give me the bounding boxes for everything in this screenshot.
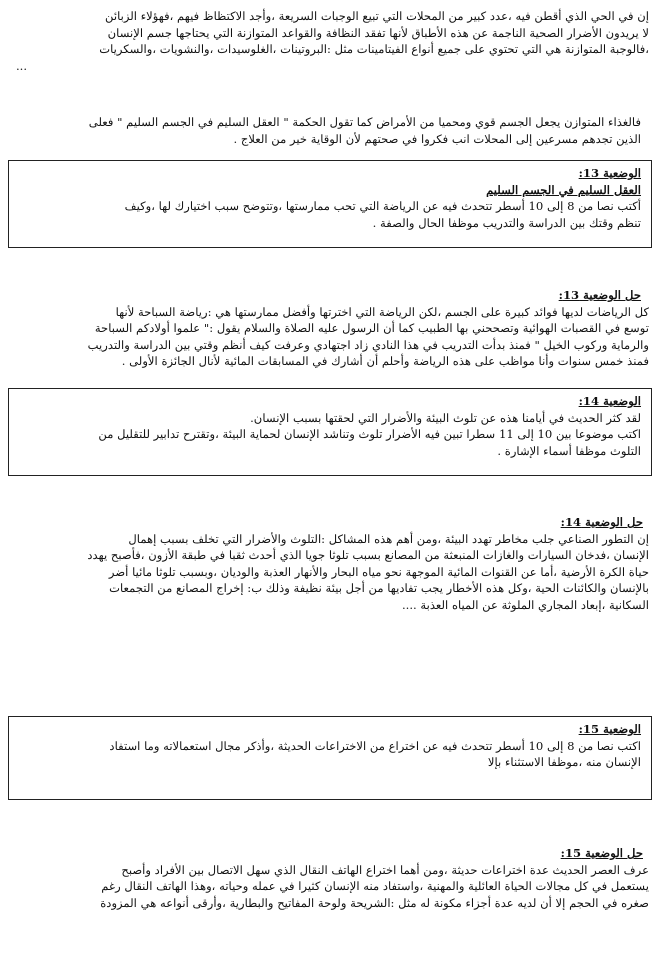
task-13-subtitle: العقل السليم في الجسم السليم xyxy=(486,182,641,197)
text-line: ،فالوجبة المتوازنة هي التي تحتوي على جميع أنواع الفيتامينات مثل :البروتينات ،الغلوسيدات ،والنشويات ،والسكريات xyxy=(99,42,649,56)
text-line: لا يريدون الأضرار الصحية الناجمة عن هذه الأطباق لأنها تفقد النظافة والقواعد المتوازنة التي يحتاجها جسم الإنسان xyxy=(107,25,649,40)
solution-15 xyxy=(14,845,649,911)
task-13-title: الوضعية 13: xyxy=(578,166,641,180)
text-line: لقد كثر الحديث في أيامنا هذه عن تلوث البيئة والأضرار التي لحقتها بسبب الإنسان. xyxy=(250,410,641,425)
intro-paragraph-2 xyxy=(16,114,641,147)
solution-14-title: حل الوضعية 14: xyxy=(560,515,643,529)
text-line: الذين تجدهم مسرعين إلى المحلات انب فكروا في صحتهم لأن الوقاية خير من العلاج . xyxy=(233,131,641,146)
text-line: عرف العصر الحديث عدة اختراعات حديثة ،ومن أهما اختراع الهاتف النقال الذي سهل الاتصال بين الأفراد وأصبح xyxy=(121,862,649,877)
text-line: حياة الكرة الأرضية ،أما عن القنوات المائية الموجهة نحو مياه البحار والأنهار العذبة والوديان ،وبسبب تلوثا مائيا أضر xyxy=(108,564,649,579)
text-line: تنظم وقتك بين الدراسة والتدريب موظفا الحال والصفة . xyxy=(372,215,641,230)
text-line: إن في الحي الذي أقطن فيه ،عدد كبير من المحلات التي تبيع الوجبات السريعة ،وأجد الاكتظاظ فيهم ،فهؤلاء الزبائن xyxy=(105,9,649,23)
task-14-title: الوضعية 14: xyxy=(578,394,641,408)
text-line: والرماية وركوب الخيل " فمنذ بدأت التدريب في هذا النادي زاد اجتهادي وعرفت كيف أنظم وقتي بين الدراسة والتدريب xyxy=(87,337,649,352)
text-line: الإنسان منه ،موظفا الاستثناء بإلا xyxy=(487,755,641,769)
solution-15-title: حل الوضعية 15: xyxy=(560,846,643,860)
text-line: توسع في القصبات الهوائية وتصححني بها الطبيب كما أن الرسول عليه الصلاة والسلام يقول :" علموا أولادكم السباحة xyxy=(94,321,649,335)
task-14-box xyxy=(8,388,652,476)
text-line: إن التطور الصناعي جلب مخاطر تهدد البيئة ،ومن أهم هذه المشاكل :التلوث والأضرار التي تخلف بسبب إهمال xyxy=(128,531,649,546)
text-line: فالغذاء المتوازن يجعل الجسم قوي ومحميا من الأمراض كما تقول الحكمة " العقل السليم في الجسم السليم " فعلى xyxy=(88,115,641,129)
task-15-title: الوضعية 15: xyxy=(578,722,641,736)
task-15-box xyxy=(8,716,652,800)
text-line: بالإنسان والكائنات الحية ،وكل هذه الأخطار يجب تفاديها من أجل بيئة نظيفة وذلك ب: إخراج المصانع من التجمعات xyxy=(109,581,649,595)
intro-paragraph xyxy=(16,8,649,74)
text-line: التلوث موظفا أسماء الإشارة . xyxy=(497,443,641,458)
text-line: فمنذ خمس سنوات وأنا مواظب على هذه الرياضة وأحلم أن أشارك في المسابقات المائية لأنال الجائزة الأولى . xyxy=(121,354,649,368)
text-line: اكتب موضوعا بين 10 إلى 11 سطرا تبين فيه الأضرار تلوث وتناشد الإنسان لحماية البيئة ،وتقترح تدابير للتقليل من xyxy=(98,427,641,441)
text-line: كل الرياضات لديها فوائد كبيرة على الجسم ،لكن الرياضة التي اخترتها وأفضل ممارستها هي :رياضة السباحة لأنها xyxy=(115,304,649,319)
text-line: أكتب نصا من 8 إلى 10 أسطر تتحدث فيه عن الرياضة التي تحب ممارستها ،وتتوضح سبب اختيارك لها ،وكيف xyxy=(124,199,641,213)
text-line: صغره في الحجم إلا أن لديه عدة أجزاء مكونة له مثل :الشريحة ولوحة المفاتيح والبطارية ،وأرقى أنواعه هي المزودة xyxy=(100,895,649,910)
task-13-box xyxy=(8,160,652,248)
solution-13 xyxy=(14,287,649,370)
text-line: ... xyxy=(16,58,28,73)
text-line: يستعمل في كل مجالات الحياة العائلية والمهنية ،واستفاد منه الإنسان كثيرا في عمله وحياته ،وهذا الهاتف النقال رغم xyxy=(101,879,649,893)
text-line: اكتب نصا من 8 إلى 10 أسطر تتحدث فيه عن اختراع من الاختراعات الحديثة ،وأذكر مجال استعمالاته وما استفاد xyxy=(109,738,641,753)
solution-13-title: حل الوضعية 13: xyxy=(558,288,641,302)
text-line: السكانية ،إبعاد المجاري الملوثة عن المياه العذبة .... xyxy=(401,597,649,612)
solution-14 xyxy=(14,514,649,613)
text-line: الإنسان ،فدخان السيارات والغازات المنبعثة من المصانع بسبب تلوثا جويا الذي أحدث ثقبا في طبقة الأزون ،فأصبح يهدد xyxy=(87,548,649,562)
